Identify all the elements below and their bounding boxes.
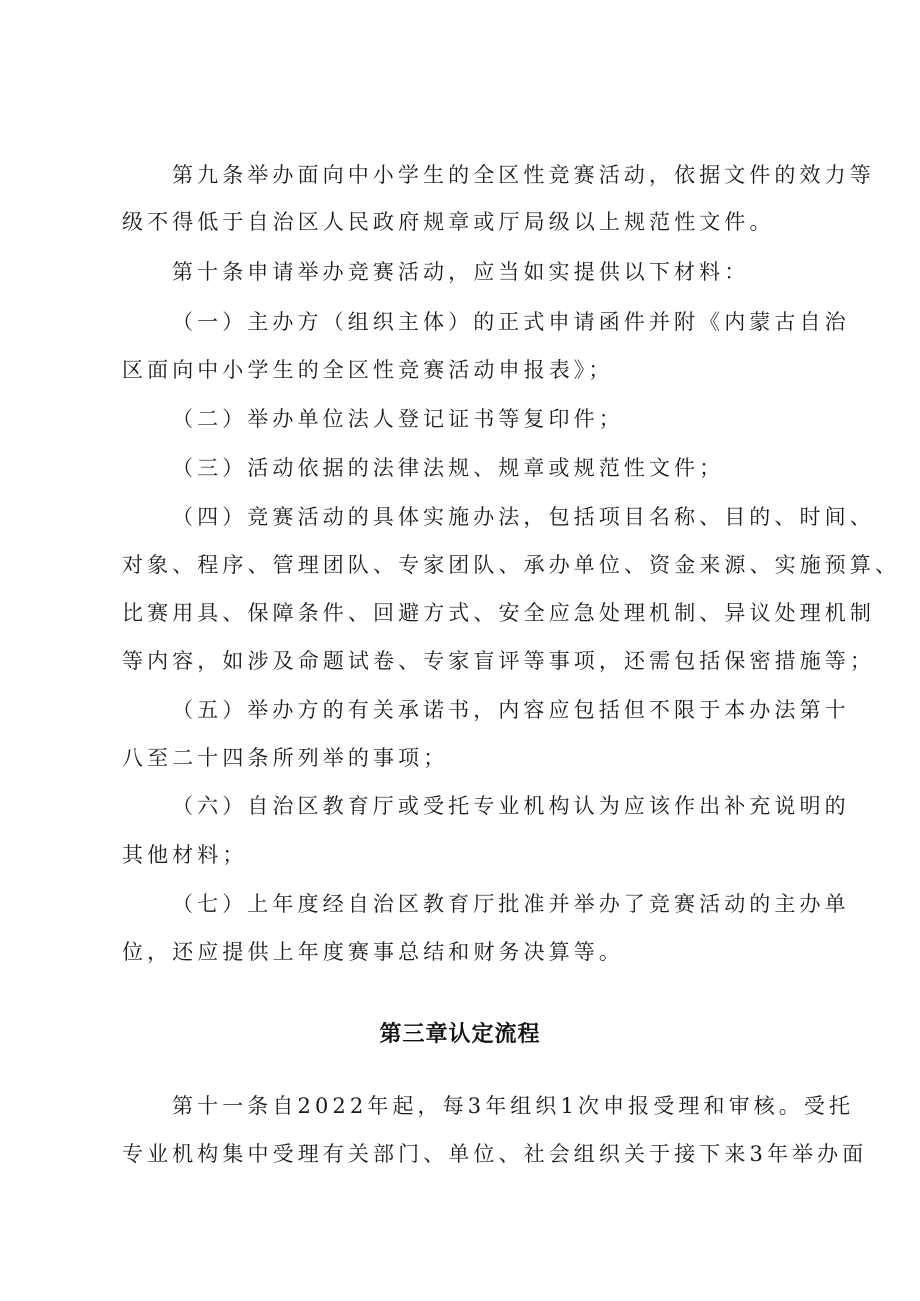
item-3-line-1: （三）活动依据的法律法规、规章或规范性文件； xyxy=(172,456,725,480)
article-9-line-2: 级不得低于自治区人民政府规章或厅局级以上规范性文件。 xyxy=(122,210,775,234)
item-4-line-3: 比赛用具、保障条件、回避方式、安全应急处理机制、异议处理机制 xyxy=(122,601,875,625)
article-10-line-1: 第十条申请举办竞赛活动，应当如实提供以下材料： xyxy=(172,260,750,284)
item-6-line-2: 其他材料； xyxy=(122,843,248,867)
item-4-line-4: 等内容，如涉及命题试卷、专家盲评等事项，还需包括保密措施等； xyxy=(122,649,875,673)
item-2-line-1: （二）举办单位法人登记证书等复印件； xyxy=(172,407,624,431)
item-4-line-2: 对象、程序、管理团队、专家团队、承办单位、资金来源、实施预算、 xyxy=(122,553,901,577)
article-9-line-1: 第九条举办面向中小学生的全区性竞赛活动，依据文件的效力等 xyxy=(172,163,875,187)
article-11-line-2: 专业机构集中受理有关部门、单位、社会组织关于接下来3年举办面 xyxy=(122,1142,868,1166)
chapter-heading: 第三章认定流程 xyxy=(379,1022,541,1047)
item-1-line-2: 区面向中小学生的全区性竞赛活动申报表》； xyxy=(122,358,614,382)
article-11-line-1: 第十一条自2022年起，每3年组织1次申报受理和审核。受托 xyxy=(172,1094,855,1118)
item-5-line-2: 八至二十四条所列举的事项； xyxy=(122,746,449,770)
item-7-line-2: 位，还应提供上年度赛事总结和财务决算等。 xyxy=(122,940,624,964)
item-7-line-1: （七）上年度经自治区教育厅批准并举办了竞赛活动的主办单 xyxy=(172,892,850,916)
item-5-line-1: （五）举办方的有关承诺书，内容应包括但不限于本办法第十 xyxy=(172,698,850,722)
item-4-line-1: （四）竞赛活动的具体实施办法，包括项目名称、目的、时间、 xyxy=(172,505,875,529)
item-6-line-1: （六）自治区教育厅或受托专业机构认为应该作出补充说明的 xyxy=(172,794,850,818)
item-1-line-1: （一）主办方（组织主体）的正式申请函件并附《内蒙古自治 xyxy=(172,310,850,334)
